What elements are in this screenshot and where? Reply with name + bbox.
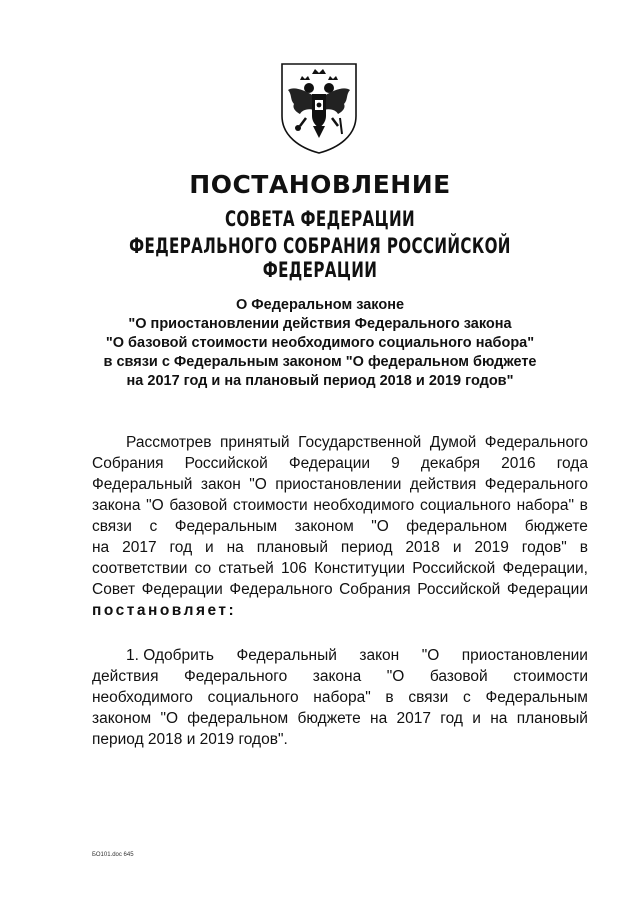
word: приостановлении xyxy=(461,647,588,664)
document-title: ПОСТАНОВЛЕНИЕ xyxy=(189,170,451,199)
word: необходимого xyxy=(313,497,415,514)
word: Государственной xyxy=(298,434,422,451)
word: декабря xyxy=(420,455,480,472)
paragraph-line xyxy=(92,474,588,495)
word: необходимого xyxy=(92,689,193,706)
word: "О xyxy=(249,476,267,493)
word: бюджете xyxy=(297,710,361,727)
paragraph-line xyxy=(92,495,588,516)
word: года xyxy=(556,455,588,472)
word: законом xyxy=(92,710,152,727)
paragraph-line xyxy=(92,579,588,600)
paragraph-line xyxy=(92,432,588,453)
word: годов" xyxy=(521,539,567,556)
word: набора" xyxy=(313,689,371,706)
word: Федерации xyxy=(288,455,371,472)
heading-line: в связи с Федеральным законом "О федеральном бюджете xyxy=(103,354,537,370)
law-heading xyxy=(60,296,580,391)
word: действия xyxy=(409,476,477,493)
heading-line: О Федеральном законе xyxy=(235,297,405,313)
word: 2016 xyxy=(501,455,536,472)
word: закон xyxy=(359,647,400,664)
word: принятый xyxy=(220,434,290,451)
word: 1. Одобрить xyxy=(126,647,214,664)
word: стоимости xyxy=(513,668,588,685)
word: на xyxy=(370,710,388,727)
word: на xyxy=(226,539,244,556)
word: со xyxy=(194,560,212,577)
heading-line: "О приостановлении действия Федерального закона xyxy=(128,316,512,332)
word: статьей xyxy=(218,560,274,577)
paragraph-line xyxy=(92,729,588,750)
word: 2017 xyxy=(122,539,157,556)
word: 106 xyxy=(281,560,307,577)
word: базовой xyxy=(429,668,488,685)
issuer-line-1: СОВЕТА ФЕДЕРАЦИИ xyxy=(224,207,416,231)
paragraph-line-text: период 2018 и 2019 годов". xyxy=(92,731,288,748)
word: и xyxy=(205,539,214,556)
word: "О xyxy=(146,497,164,514)
word: действия xyxy=(92,668,159,685)
paragraph-line xyxy=(92,537,588,558)
word: "О xyxy=(421,647,440,664)
word: соответствии xyxy=(92,560,188,577)
word: на xyxy=(92,539,110,556)
word: Федерации xyxy=(506,581,588,598)
document-code: БО101.doc 645 xyxy=(92,852,134,858)
paragraph-line xyxy=(92,708,588,729)
paragraph-line xyxy=(92,516,588,537)
paragraph-line xyxy=(92,453,588,474)
word: Конституции xyxy=(314,560,406,577)
word: стоимости xyxy=(232,497,308,514)
heading-line: "О базовой стоимости необходимого социального набора" xyxy=(105,335,535,351)
word: федеральном xyxy=(406,518,508,535)
word: федеральном xyxy=(187,710,289,727)
word: бюджете xyxy=(524,518,588,535)
word: набора" xyxy=(516,497,574,514)
word: Рассмотрев xyxy=(126,434,212,451)
word: закона xyxy=(92,497,141,514)
word: 2019 xyxy=(474,539,509,556)
word: на xyxy=(490,710,508,727)
word: Думой xyxy=(429,434,477,451)
word: Федеральным xyxy=(485,689,588,706)
word: Федеральным xyxy=(174,518,278,535)
word: с xyxy=(149,518,158,535)
decree-word: постановляет: xyxy=(92,602,237,619)
word: "О xyxy=(386,668,405,685)
word: с xyxy=(463,689,471,706)
paragraph-line xyxy=(92,558,588,579)
word: Федеральный xyxy=(236,647,337,664)
word: Российской xyxy=(184,455,268,472)
word: закон xyxy=(200,476,241,493)
word: год xyxy=(169,539,193,556)
word: Федеральный xyxy=(92,476,193,493)
word: Федерального xyxy=(229,581,333,598)
emblem-icon xyxy=(276,60,362,156)
word: связи xyxy=(408,689,449,706)
word: 9 xyxy=(391,455,400,472)
word: Российской xyxy=(412,560,496,577)
word: 2018 xyxy=(405,539,440,556)
decree-word-line xyxy=(92,600,588,621)
word: плановый xyxy=(516,710,588,727)
word: "О xyxy=(371,518,389,535)
word: Российской xyxy=(417,581,501,598)
word: законом xyxy=(294,518,354,535)
paragraph-approve xyxy=(92,645,588,750)
word: связи xyxy=(92,518,132,535)
word: закона xyxy=(312,668,362,685)
word: Совет xyxy=(92,581,136,598)
word: плановый xyxy=(256,539,328,556)
word: и xyxy=(472,710,481,727)
word: Федерации xyxy=(141,581,223,598)
word: базовой xyxy=(169,497,228,514)
word: год xyxy=(440,710,463,727)
word: Федерального xyxy=(484,476,588,493)
word: "О xyxy=(160,710,178,727)
word: в xyxy=(385,689,394,706)
issuer-line-2: ФЕДЕРАЛЬНОГО СОБРАНИЯ РОССИЙСКОЙ ФЕДЕРАЦИИ xyxy=(129,234,511,282)
paragraph-line xyxy=(92,687,588,708)
word: 2017 xyxy=(396,710,431,727)
word: период xyxy=(340,539,393,556)
word: социального xyxy=(419,497,511,514)
paragraph-considering xyxy=(92,432,588,621)
word: Федерального xyxy=(484,434,588,451)
heading-line: на 2017 год и на плановый период 2018 и 2019 годов" xyxy=(126,373,514,389)
word: Федерального xyxy=(184,668,288,685)
word: в xyxy=(579,497,588,514)
word: Собрания xyxy=(92,455,164,472)
paragraph-line xyxy=(92,666,588,687)
word: Федерации, xyxy=(502,560,588,577)
word: в xyxy=(579,539,588,556)
word: Собрания xyxy=(339,581,411,598)
paragraph-line xyxy=(92,645,588,666)
word: приостановлении xyxy=(275,476,402,493)
word: социального xyxy=(207,689,299,706)
word: и xyxy=(452,539,462,556)
